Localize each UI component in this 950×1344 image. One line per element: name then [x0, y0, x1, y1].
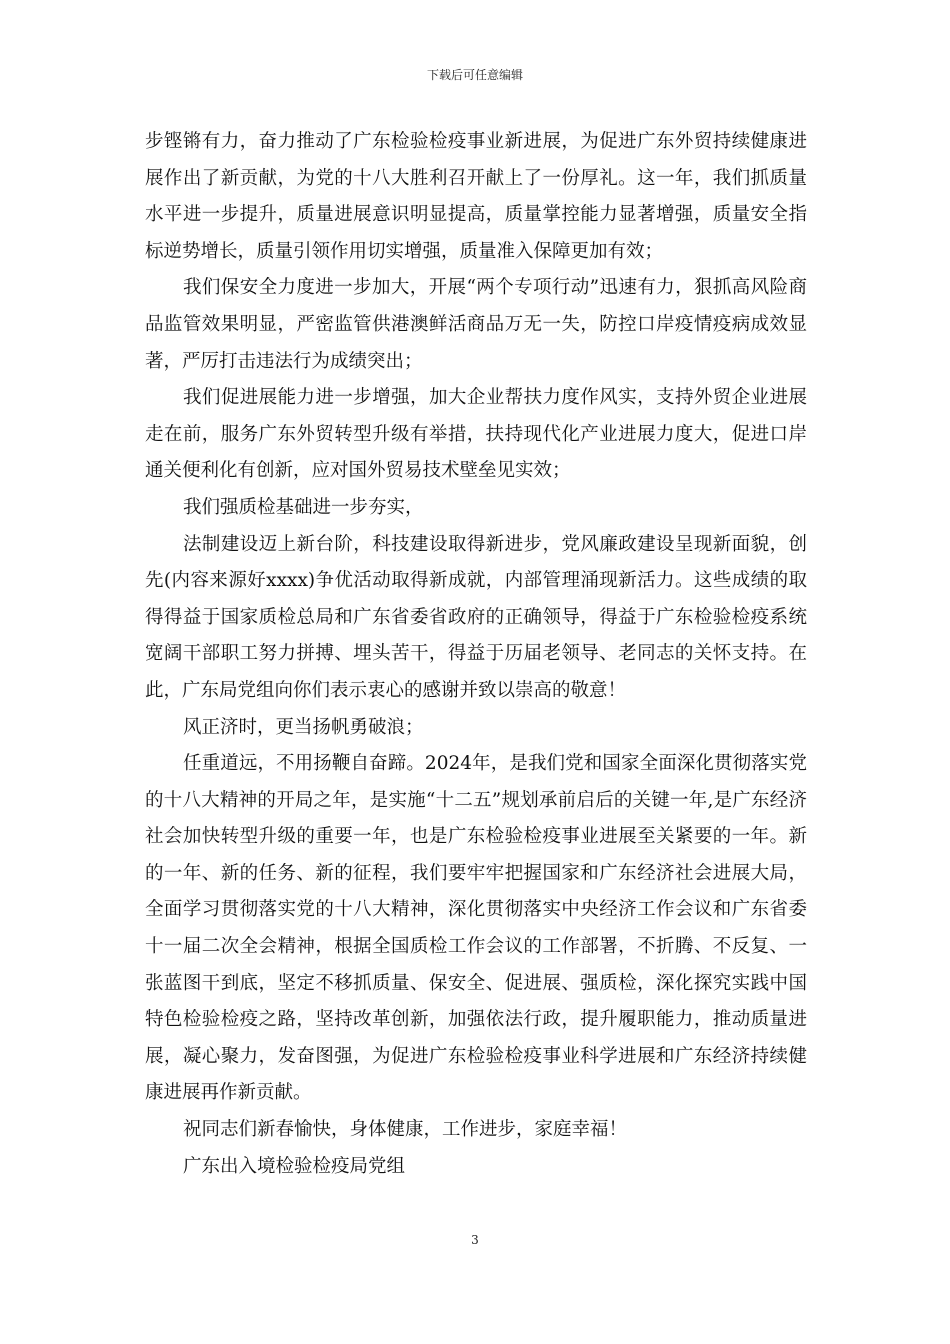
paragraph-foundation: 我们强质检基础进一步夯实，	[183, 496, 424, 518]
paragraph-transition: 风正济时，更当扬帆勇破浪；	[183, 716, 424, 738]
paragraph-greeting: 祝同志们新春愉快，身体健康，工作进步，家庭幸福！	[183, 1119, 628, 1141]
paragraph-development: 我们促进展能力进一步增强，加大企业帮扶力度作风实，支持外贸企业进展走在前，服务广东外贸转型升级有举措，扶持现代化产业进展力度大，促进口岸通关便利化有创新，应对国外贸易技术壁垒见实效；	[145, 387, 807, 482]
document-body	[145, 124, 807, 1185]
page-header-note: 下载后可任意编辑	[426, 68, 523, 82]
page-number: 3	[471, 1233, 479, 1247]
paragraph-achievements: 法制建设迈上新台阶，科技建设取得新进步，党风廉政建设呈现新面貌，创先(内容来源好xxxx)争优活动取得新成就，内部管理涌现新活力。这些成绩的取得得益于国家质检总局和广东省委省政府的正确领导，得益于广东检验检疫系统宽阔干部职工努力拼搏、埋头苦干，得益于历届老领导、老同志的关怀支持。在此，广东局党组向你们表示衷心的感谢并致以崇高的敬意！	[145, 533, 807, 701]
paragraph-continuation: 步铿锵有力，奋力推动了广东检验检疫事业新进展，为促进广东外贸持续健康进展作出了新贡献，为党的十八大胜利召开献上了一份厚礼。这一年，我们抓质量水平进一步提升，质量进展意识明显提高，质量掌控能力显著增强，质量安全指标逆势增长，质量引领作用切实增强，质量准入保障更加有效；	[145, 131, 807, 262]
paragraph-outlook: 任重道远，不用扬鞭自奋蹄。2024年，是我们党和国家全面深化贯彻落实党的十八大精神的开局之年，是实施“十二五”规划承前启后的关键一年,是广东经济社会加快转型升级的重要一年，也是广东检验检疫事业进展至关紧要的一年。新的一年、新的任务、新的征程，我们要牢牢把握国家和广东经济社会进展大局，全面学习贯彻落实党的十八大精神，深化贯彻落实中央经济工作会议和广东省委十一届二次全会精神，根据全国质检工作会议的工作部署，不折腾、不反复、一张蓝图干到底，坚定不移抓质量、保安全、促进展、强质检，深化探究实践中国特色检验检疫之路，坚持改革创新，加强依法行政，提升履职能力，推动质量进展，凝心聚力，发奋图强，为促进广东检验检疫事业科学进展和广东经济持续健康进展再作新贡献。	[145, 753, 807, 1104]
paragraph-safety: 我们保安全力度进一步加大，开展“两个专项行动”迅速有力，狠抓高风险商品监管效果明显，严密监管供港澳鲜活商品万无一失，防控口岸疫情疫病成效显著，严厉打击违法行为成绩突出；	[145, 277, 807, 372]
paragraph-signature: 广东出入境检验检疫局党组	[183, 1155, 406, 1177]
